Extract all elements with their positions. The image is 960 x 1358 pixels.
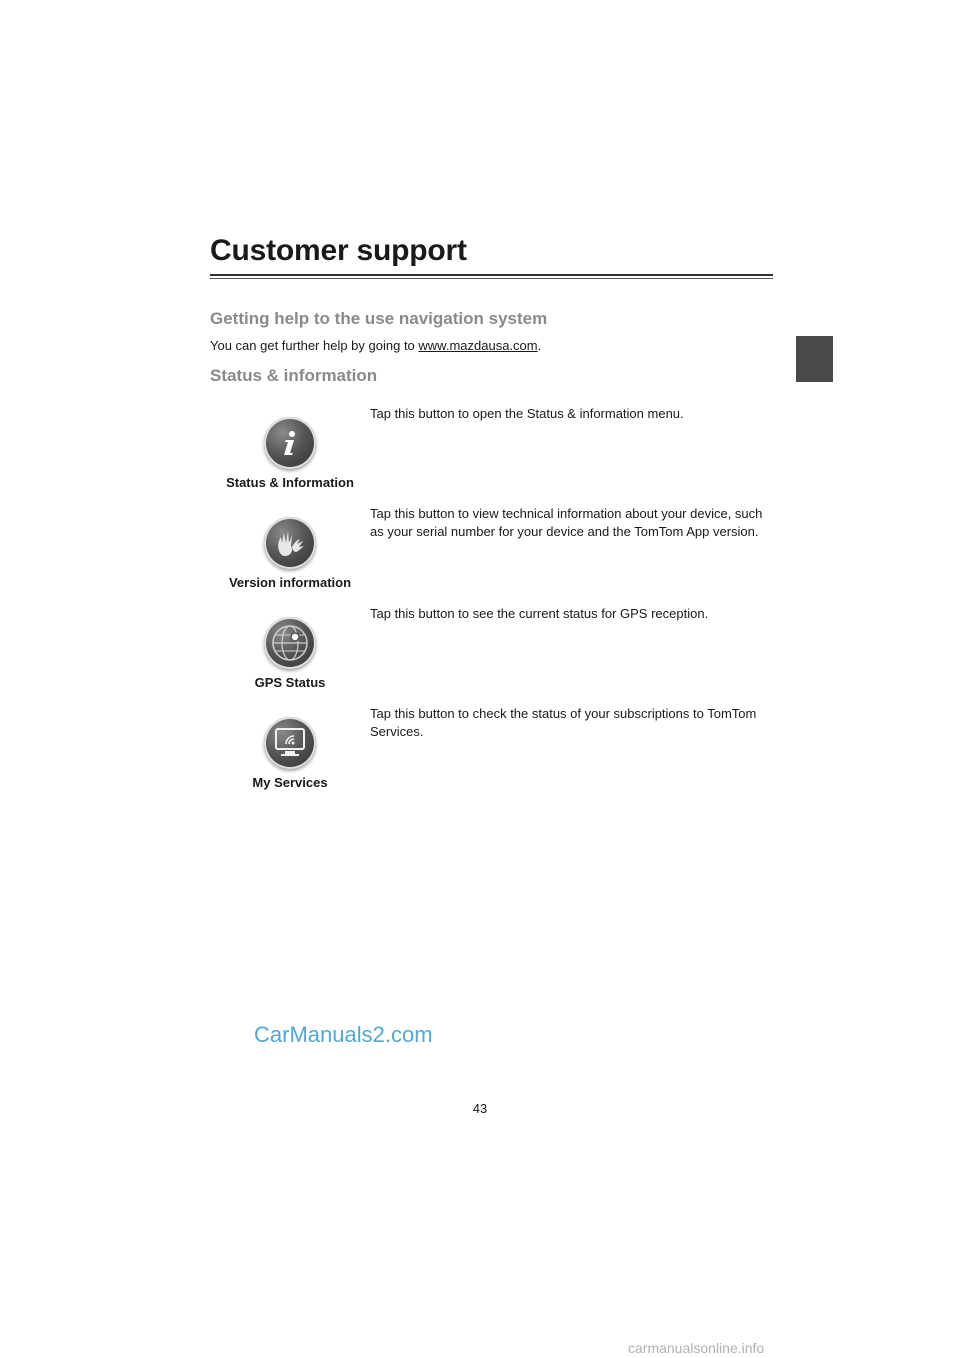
section-heading-help: Getting help to the use navigation system <box>210 309 548 328</box>
title-rule <box>210 274 773 276</box>
title-rule-thin <box>210 278 773 279</box>
version-information-desc: Tap this button to view technical information about your device, such as your serial number for your device and the TomTom App version. <box>370 506 763 539</box>
footer-watermark: carmanualsonline.info <box>628 1340 765 1356</box>
section-heading-status: Status & information <box>210 366 378 385</box>
page-number: 43 <box>472 1101 488 1116</box>
version-information-label: Version information <box>228 575 352 590</box>
watermark-logo: CarManuals2.com <box>254 1022 433 1047</box>
gps-status-label: GPS Status <box>254 675 326 690</box>
help-paragraph <box>210 338 541 353</box>
chapter-tab <box>796 336 833 382</box>
gps-globe-icon[interactable] <box>264 617 316 669</box>
status-information-desc: Tap this button to open the Status & information menu. <box>370 406 684 421</box>
help-text: You can get further help by going to <box>210 338 419 353</box>
tomtom-hands-icon[interactable] <box>264 517 316 569</box>
info-icon[interactable] <box>264 417 316 469</box>
page-title: Customer support <box>210 234 467 267</box>
help-text-end: . <box>537 338 542 353</box>
monitor-wifi-icon[interactable] <box>264 717 316 769</box>
status-information-label: Status & Information <box>226 475 354 490</box>
my-services-label: My Services <box>252 775 328 790</box>
my-services-desc: Tap this button to check the status of your subscriptions to TomTom Services. <box>370 706 757 739</box>
gps-status-desc: Tap this button to see the current status for GPS reception. <box>370 606 709 621</box>
mazda-link[interactable]: www.mazdausa.com <box>418 338 538 353</box>
